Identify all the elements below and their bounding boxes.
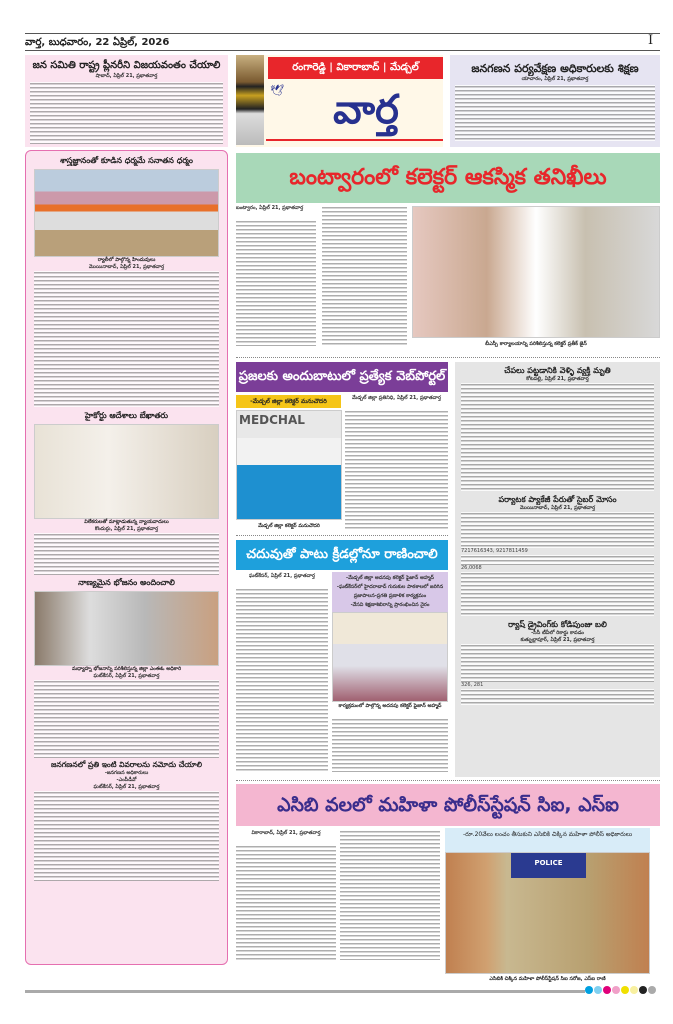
dateline: ఘట్‌కేసర్, ఏప్రిల్ 21, ప్రభాతవార్త — [249, 573, 315, 579]
sports-headline: చదువుతో పాటు క్రీడల్లోనూ రాణించాలి — [236, 540, 448, 570]
registration-dot — [648, 986, 656, 994]
district-banner: రంగారెడ్డి | వికారాబాద్ | మేడ్చల్ — [268, 57, 443, 79]
registration-dot — [603, 986, 611, 994]
lead-dateline: బంట్వారం, ఏప్రిల్ 21, ప్రభాతవార్త — [236, 205, 304, 211]
rally-photo — [34, 169, 219, 257]
photo-caption: ఎసిబికి చిక్కిన మహిళా పోలీస్‌స్టేషన్ సిఐ సరోజ, ఎస్ఐ రాణి — [489, 976, 606, 982]
top-left-article — [25, 55, 228, 147]
kitchen-photo — [34, 591, 219, 666]
collector-inspection-photo — [412, 206, 660, 338]
article-body-text — [30, 82, 223, 144]
quote-line: -వేసవి శిక్షణాశిబిరాన్ని ప్రారంభించిన నైరం — [350, 602, 430, 608]
registration-dot — [612, 986, 620, 994]
headline: ర్యాష్ డ్రైవింగ్‌కు కోడిపుంజు బలి — [508, 620, 607, 629]
article-body-text — [322, 206, 407, 346]
dateline: యాచారం, ఏప్రిల్ 21, ప్రభాతవార్త — [521, 76, 589, 82]
registration-dot — [621, 986, 629, 994]
article-body-text — [461, 644, 654, 682]
quote-line: ప్రజాపాలన-ప్రగతి ప్రణాళిక కార్యక్రమం — [353, 593, 427, 599]
bottom-bar — [25, 990, 585, 993]
right-column — [455, 362, 660, 777]
article-body-text — [34, 680, 219, 758]
registration-dot — [594, 986, 602, 994]
article-body-text — [455, 85, 655, 141]
subheadline: -ఎంపీడీవో — [116, 777, 137, 783]
masthead — [236, 55, 443, 147]
acb-quote-box: -రూ.20వేలు లంచం తీసుకుని ఎసిబికి చిక్కిన మహిళా పోలీస్ అధికారులు — [445, 828, 650, 852]
figures: 326, 281 — [461, 682, 484, 688]
web-portal-sub: -మేడ్చల్ జిల్లా కలెక్టర్ మనుచౌదరి — [236, 395, 341, 408]
collector-photo — [236, 410, 342, 520]
subheadline: -జనగణన అధికారులు — [104, 770, 149, 776]
photo-caption: ర్యాలీలో పాల్గొన్న హిందువులు — [97, 257, 156, 263]
divider — [236, 357, 660, 358]
article-body-text — [332, 718, 448, 772]
article-body-text — [345, 410, 448, 531]
headline: శాస్త్రజ్ఞానంతో కూడిన ధర్మమే సనాతన ధర్మం — [60, 156, 193, 165]
headline: చేపలు పట్టడానికి వెళ్ళి వ్యక్తి మృతి — [504, 366, 611, 375]
sports-quote-box — [332, 572, 448, 612]
top-right-article — [450, 55, 660, 147]
article-body-text — [236, 588, 328, 771]
acb-headline: ఎసిబి వలలో మహిళా పోలీస్‌స్టేషన్ సిఐ, ఎస్ఐ — [236, 784, 660, 826]
dateline: మొయినాబాద్, ఏప్రిల్ 21, ప్రభాతవార్త — [519, 505, 596, 511]
masthead-temple-photos — [236, 55, 264, 145]
dateline: మేడ్చల్ జిల్లా ప్రతినిధి, ఏప్రిల్ 21, ప్రభాతవార్త — [352, 395, 441, 401]
masthead-underline — [266, 139, 443, 141]
headline: నాణ్యమైన భోజనం అందించాలి — [78, 578, 175, 587]
dateline: కొందుర్గు, ఏప్రిల్ 21, ప్రభాతవార్త — [94, 526, 159, 532]
article-body-text — [461, 512, 654, 548]
dateline: మొయినాబాద్, ఏప్రిల్ 21, ప్రభాతవార్త — [88, 264, 165, 270]
divider — [236, 780, 660, 781]
registration-dot — [585, 986, 593, 994]
quote-line: -మేడ్చల్ జిల్లా అదనపు కలెక్టర్ ఫైజాన్ అహ్మద్ — [346, 575, 434, 581]
photo-caption: కార్యక్రమంలో పాల్గొన్న అదనపు కలెక్టర్ ఫైజాన్ అహ్మద్ — [338, 703, 442, 709]
photo-caption: విలేకరులతో మాట్లాడుతున్న న్యాయవాదులు — [84, 519, 169, 525]
police-officers-photo — [445, 852, 650, 974]
divider — [236, 535, 448, 536]
headline: జన సమితి రాష్ట్ర ప్లీనరీని విజయవంతం చేయాలి — [32, 60, 221, 71]
article-body-text — [34, 791, 219, 881]
lawyers-photo — [34, 424, 219, 519]
masthead-logo: వార్త — [333, 87, 399, 133]
article-body-text — [461, 383, 654, 491]
article-body-text — [236, 845, 336, 960]
left-column — [25, 150, 228, 965]
registration-dots — [585, 986, 656, 994]
dateline: కోటపల్లి, ఏప్రిల్ 21, ప్రభాతవార్త — [526, 376, 589, 382]
article-body-text — [236, 220, 316, 346]
dateline: వికారాబాద్, ఏప్రిల్ 21, ప్రభాతవార్త — [251, 830, 321, 836]
photo-caption: మేడ్చల్ జిల్లా కలెక్టర్ మనుచౌదరి — [258, 523, 320, 529]
headline: జనగణన పర్యవేక్షణ అధికారులకు శిక్షణ — [471, 62, 639, 75]
article-body-text — [34, 533, 219, 575]
dove-icon: 🕊 — [270, 84, 284, 97]
article-body-text — [340, 830, 440, 960]
registration-dot — [639, 986, 647, 994]
paper-date: వార్త, బుధవారం, 22 ఏప్రిల్, 2026 — [25, 37, 170, 48]
dateline: కుత్బుల్లాపూర్, ఏప్రిల్ 21, ప్రభాతవార్త — [520, 637, 595, 643]
article-body-text — [461, 555, 654, 565]
headline: పర్యాటక ప్యాకేజీ పేరుతో సైబర్ మోసం — [498, 495, 617, 504]
photo-backdrop-text: MEDCHAL — [239, 413, 305, 427]
dateline: షాబాద్, ఏప్రిల్ 21, ప్రభాతవార్త — [95, 73, 158, 79]
photo-caption: మధ్యాహ్న భోజనాన్ని పరిశీలిస్తున్న జిల్లా ఎంఈఓ అధికారి — [71, 666, 182, 672]
lead-headline: బంట్వారంలో కలెక్టర్ ఆకస్మిక తనిఖీలు — [236, 153, 660, 203]
web-portal-headline: ప్రజలకు అందుబాటులో ప్రత్యేక వెబ్‌పోర్టల్ — [236, 362, 448, 392]
header-rule-bottom — [25, 50, 660, 51]
registration-dot — [630, 986, 638, 994]
article-body-text — [461, 572, 654, 616]
quote-line: -ఘట్‌కేసర్‌లో హైదరాబాద్ గురుకుల పాఠశాలలో జరిగిన — [336, 584, 444, 590]
article-body-text — [461, 689, 654, 705]
headline: జనగణనలో ప్రతి ఇంటి వివరాలను నమోదు చేయాలి — [51, 760, 202, 769]
page-marker: I — [648, 33, 654, 48]
article-body-text — [34, 271, 219, 407]
subheadline: -సీసీ టీవీలో రికార్డు కావడం — [531, 630, 584, 636]
phone-numbers: 7217616343, 9217811459 — [461, 548, 528, 554]
headline: హైకోర్టు ఆదేశాలు బేఖాతరు — [84, 411, 169, 420]
header-rule — [25, 33, 660, 34]
dateline: ఘట్‌కేసర్, ఏప్రిల్ 21, ప్రభాతవార్త — [93, 673, 160, 679]
police-sign: POLICE — [511, 853, 586, 878]
dateline: ఘట్‌కేసర్, ఏప్రిల్ 21, ప్రభాతవార్త — [93, 784, 160, 790]
sports-event-photo — [332, 612, 448, 702]
amount: 26,0068 — [461, 565, 482, 571]
photo-caption: బీఎస్పీ కార్యాలయాన్ని పరిశీలిస్తున్న కలెక్టర్ ప్రతీక్ జైన్ — [485, 341, 587, 347]
